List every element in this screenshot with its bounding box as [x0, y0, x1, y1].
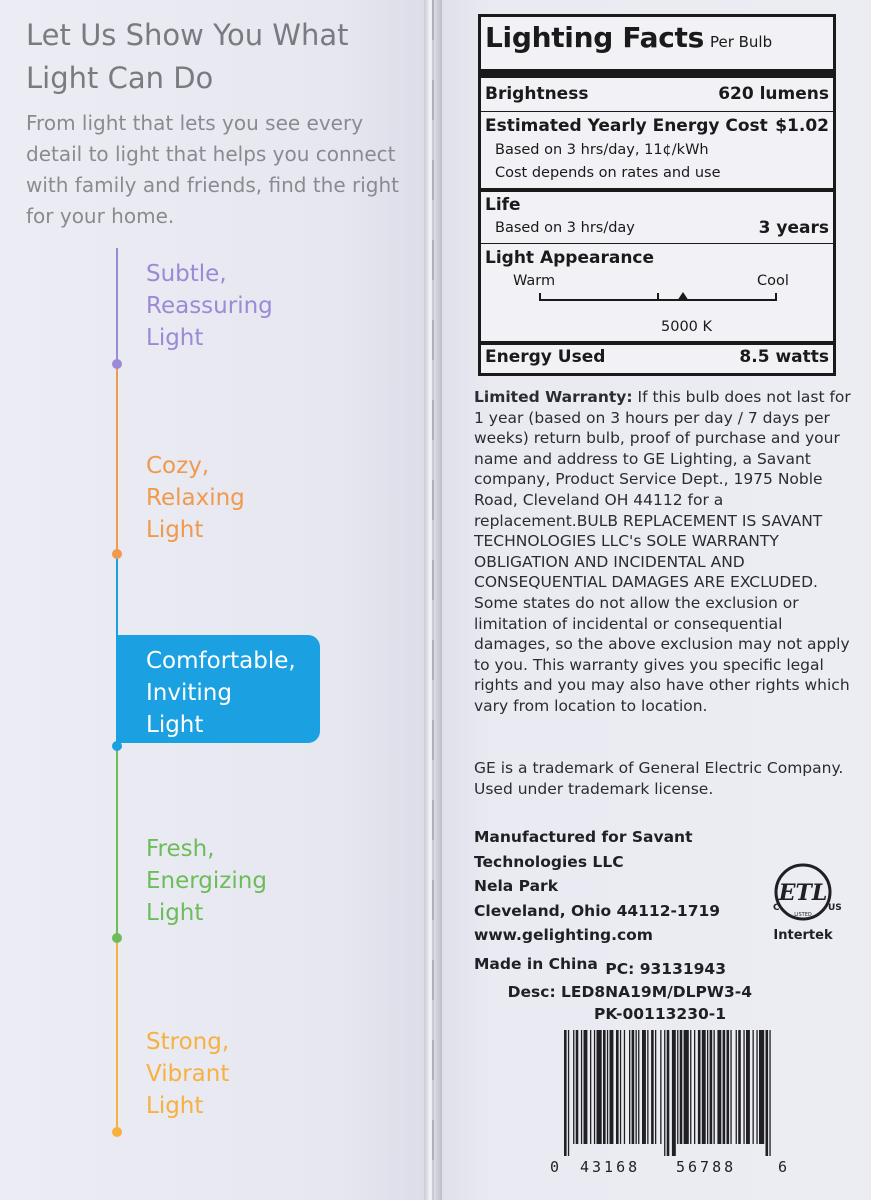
barcode-bar: [576, 1030, 579, 1144]
timeline-segment-fresh: [116, 746, 118, 938]
barcode-bar: [727, 1030, 730, 1144]
etl-certification: [770, 858, 860, 952]
upc-barcode: [550, 1030, 788, 1178]
barcode-bar: [743, 1030, 744, 1144]
barcode-bar: [629, 1030, 630, 1144]
barcode-bar: [636, 1030, 637, 1144]
barcode-bar: [564, 1030, 567, 1156]
facts-divider-thick: [481, 341, 833, 345]
stage-line: Light: [146, 325, 204, 351]
facts-divider: [481, 243, 833, 244]
energy-used-row: [485, 347, 829, 367]
barcode-bar: [730, 1030, 731, 1144]
barcode-bar: [753, 1030, 754, 1144]
barcode-bar: [616, 1030, 619, 1144]
energy-cost-row: [485, 116, 829, 136]
facts-divider-thick: [481, 69, 833, 78]
stage-line: Inviting: [146, 680, 232, 706]
timeline-dot-subtle: [112, 359, 122, 369]
trademark-notice: GE is a trademark of General Electric Company. Used under trademark license.: [474, 759, 844, 798]
life-row: [485, 195, 829, 215]
desc-code: Desc: LED8NA19M/DLPW3-4: [507, 982, 752, 1001]
barcode-check-digit: 6: [778, 1158, 788, 1176]
barcode-bar: [568, 1030, 569, 1156]
package-fold: [424, 0, 442, 1200]
stage-label-comfortable: [146, 645, 386, 741]
energy-cost-basis: Based on 3 hrs/day, 11¢/kWh: [495, 142, 709, 158]
barcode-bar: [672, 1030, 676, 1156]
etl-logo: [770, 858, 860, 928]
stage-line: Comfortable,: [146, 648, 296, 674]
energy-used-label: Energy Used: [485, 347, 606, 367]
intertek-label: Intertek: [773, 928, 833, 943]
etl-mark: ETL: [778, 880, 828, 906]
hero-title: Let Us Show You What Light Can Do: [26, 18, 349, 95]
barcode-right-group: 56788: [676, 1158, 737, 1176]
barcode-bar: [769, 1030, 770, 1156]
timeline-segment-cozy: [116, 364, 118, 554]
stage-label-subtle: [146, 258, 386, 354]
barcode-bar: [723, 1030, 726, 1144]
barcode-bar: [651, 1030, 654, 1144]
barcode-bar: [607, 1030, 608, 1144]
manufacturer-line: Nela Park: [474, 877, 559, 895]
barcode-bar: [684, 1030, 689, 1144]
barcode-bar: [756, 1030, 757, 1144]
barcode-bar: [597, 1030, 602, 1144]
stage-label-strong: [146, 1026, 386, 1122]
timeline-dot-cozy: [112, 549, 122, 559]
barcode-bar: [766, 1030, 769, 1156]
life-value: 3 years: [758, 218, 829, 238]
brightness-value: 620 lumens: [718, 84, 829, 104]
barcode-bar: [690, 1030, 691, 1144]
etl-us: US: [828, 903, 842, 913]
timeline-dot-strong: [112, 1127, 122, 1137]
barcode-bar: [647, 1030, 648, 1144]
barcode-bar: [664, 1030, 665, 1156]
stage-line: Relaxing: [146, 485, 245, 511]
appearance-row: [485, 248, 829, 268]
warranty-heading: Limited Warranty:: [474, 388, 633, 406]
stage-line: Fresh,: [146, 836, 215, 862]
barcode-bar: [655, 1030, 656, 1144]
barcode-bar: [581, 1030, 582, 1144]
timeline-segment-strong: [116, 938, 118, 1132]
barcode-bar: [660, 1030, 661, 1144]
barcode-bars: [564, 1030, 772, 1156]
barcode-bar: [677, 1030, 678, 1144]
barcode-bar: [717, 1030, 721, 1144]
life-label: Life: [485, 195, 521, 215]
facts-subtitle: Per Bulb: [709, 33, 773, 51]
barcode-bar: [707, 1030, 708, 1144]
pc-code: PC: 93131943: [605, 960, 726, 978]
appearance-value: 5000 K: [661, 319, 713, 335]
barcode-bar: [573, 1030, 574, 1144]
barcode-bar: [759, 1030, 764, 1144]
manufacturer-website: www.gelighting.com: [474, 926, 653, 944]
scale-tick-mid: [657, 293, 659, 301]
energy-cost-label: Estimated Yearly Energy Cost: [485, 116, 768, 136]
etl-c: C: [773, 903, 780, 913]
barcode-bar: [702, 1030, 706, 1144]
manufacturer-line: Manufactured for Savant Technologies LLC: [474, 828, 693, 871]
stage-label-fresh: [146, 833, 386, 929]
etl-listed: LISTED: [794, 912, 812, 918]
barcode-bar: [594, 1030, 595, 1144]
scale-tick-right: [775, 293, 777, 301]
appearance-marker: [677, 292, 689, 301]
barcode-bar: [603, 1030, 606, 1144]
brightness-label: Brightness: [485, 84, 589, 104]
barcode-bar: [746, 1030, 750, 1144]
barcode-bar: [694, 1030, 695, 1144]
stage-line: Strong,: [146, 1029, 230, 1055]
pk-code: PK-00113230-1: [594, 1005, 726, 1023]
barcode-bar: [710, 1030, 713, 1144]
barcode-bar: [584, 1030, 588, 1144]
highlighted-stage-box: [118, 635, 320, 743]
barcode-bar: [610, 1030, 614, 1144]
appearance-cool: Cool: [757, 273, 789, 289]
barcode-bar: [632, 1030, 635, 1144]
facts-divider: [481, 111, 833, 112]
stage-line: Subtle,: [146, 261, 227, 287]
stage-line: Light: [146, 900, 204, 926]
warranty-text: [474, 387, 854, 717]
manufacturer-block: [474, 825, 774, 976]
barcode-bar: [736, 1030, 737, 1144]
energy-cost-value: $1.02: [775, 116, 829, 136]
barcode-first-digit: 0: [550, 1158, 560, 1176]
manufacturer-line: Cleveland, Ohio 44112-1719: [474, 901, 721, 920]
barcode-left-group: 43168: [580, 1158, 641, 1176]
stage-line: Vibrant: [146, 1061, 230, 1087]
stage-line: Cozy,: [146, 453, 210, 479]
brightness-row: [485, 84, 829, 104]
barcode-bar: [667, 1030, 670, 1156]
timeline-dot-fresh: [112, 933, 122, 943]
product-codes: [474, 958, 854, 1026]
life-basis: Based on 3 hrs/day: [495, 220, 635, 236]
appearance-label: Light Appearance: [485, 248, 655, 268]
stage-line: Light: [146, 517, 204, 543]
scale-tick-left: [539, 293, 541, 301]
stage-label-cozy: [146, 450, 386, 546]
facts-divider-thick: [481, 188, 833, 192]
barcode-bar: [624, 1030, 625, 1144]
barcode-bar: [680, 1030, 683, 1144]
stage-line: Light: [146, 712, 204, 738]
facts-header: [485, 21, 835, 61]
timeline-segment-subtle: [116, 248, 118, 364]
barcode-bar: [638, 1030, 639, 1144]
energy-cost-note: Cost depends on rates and use: [495, 165, 721, 181]
country-of-origin: Made in China: [474, 954, 598, 973]
energy-used-value: 8.5 watts: [739, 347, 829, 367]
stage-line: Light: [146, 1093, 204, 1119]
stage-line: Reassuring: [146, 293, 273, 319]
barcode-bar: [738, 1030, 741, 1144]
hero-intro: From light that lets you see every detail to light that helps you connect with family and friends, find the right for your home.: [26, 111, 399, 228]
barcode-bar: [698, 1030, 701, 1144]
barcode-bar: [714, 1030, 715, 1144]
facts-title: Lighting Facts: [485, 21, 704, 54]
lighting-facts-label: [478, 14, 836, 376]
barcode-bar: [590, 1030, 591, 1144]
barcode-bar: [642, 1030, 646, 1144]
appearance-warm: Warm: [513, 273, 556, 289]
stage-line: Energizing: [146, 868, 267, 894]
barcode-bar: [620, 1030, 621, 1144]
warranty-body: If this bulb does not last for 1 year (based on 3 hours per day / 7 days per weeks) return bulb, proof of purchase and your name and address to GE Lighting, a Savant company, Product Service Dept., 1975 Noble Road, Cleveland OH 44112 for a replacement.BULB REPLACEMENT IS SAVANT TECHNOLOGIES LLC's SOLE WARRANTY OBLIGATION AND INCIDENTAL AND CONSEQUENTIAL DAMAGES ARE EXCLUDED. Some states do not allow the exclusion or limitation of incidental or consequential damages, so the above exclusion may not apply to you. This warranty gives you specific legal rights and you may also have other rights which vary from location to location.: [474, 388, 851, 715]
